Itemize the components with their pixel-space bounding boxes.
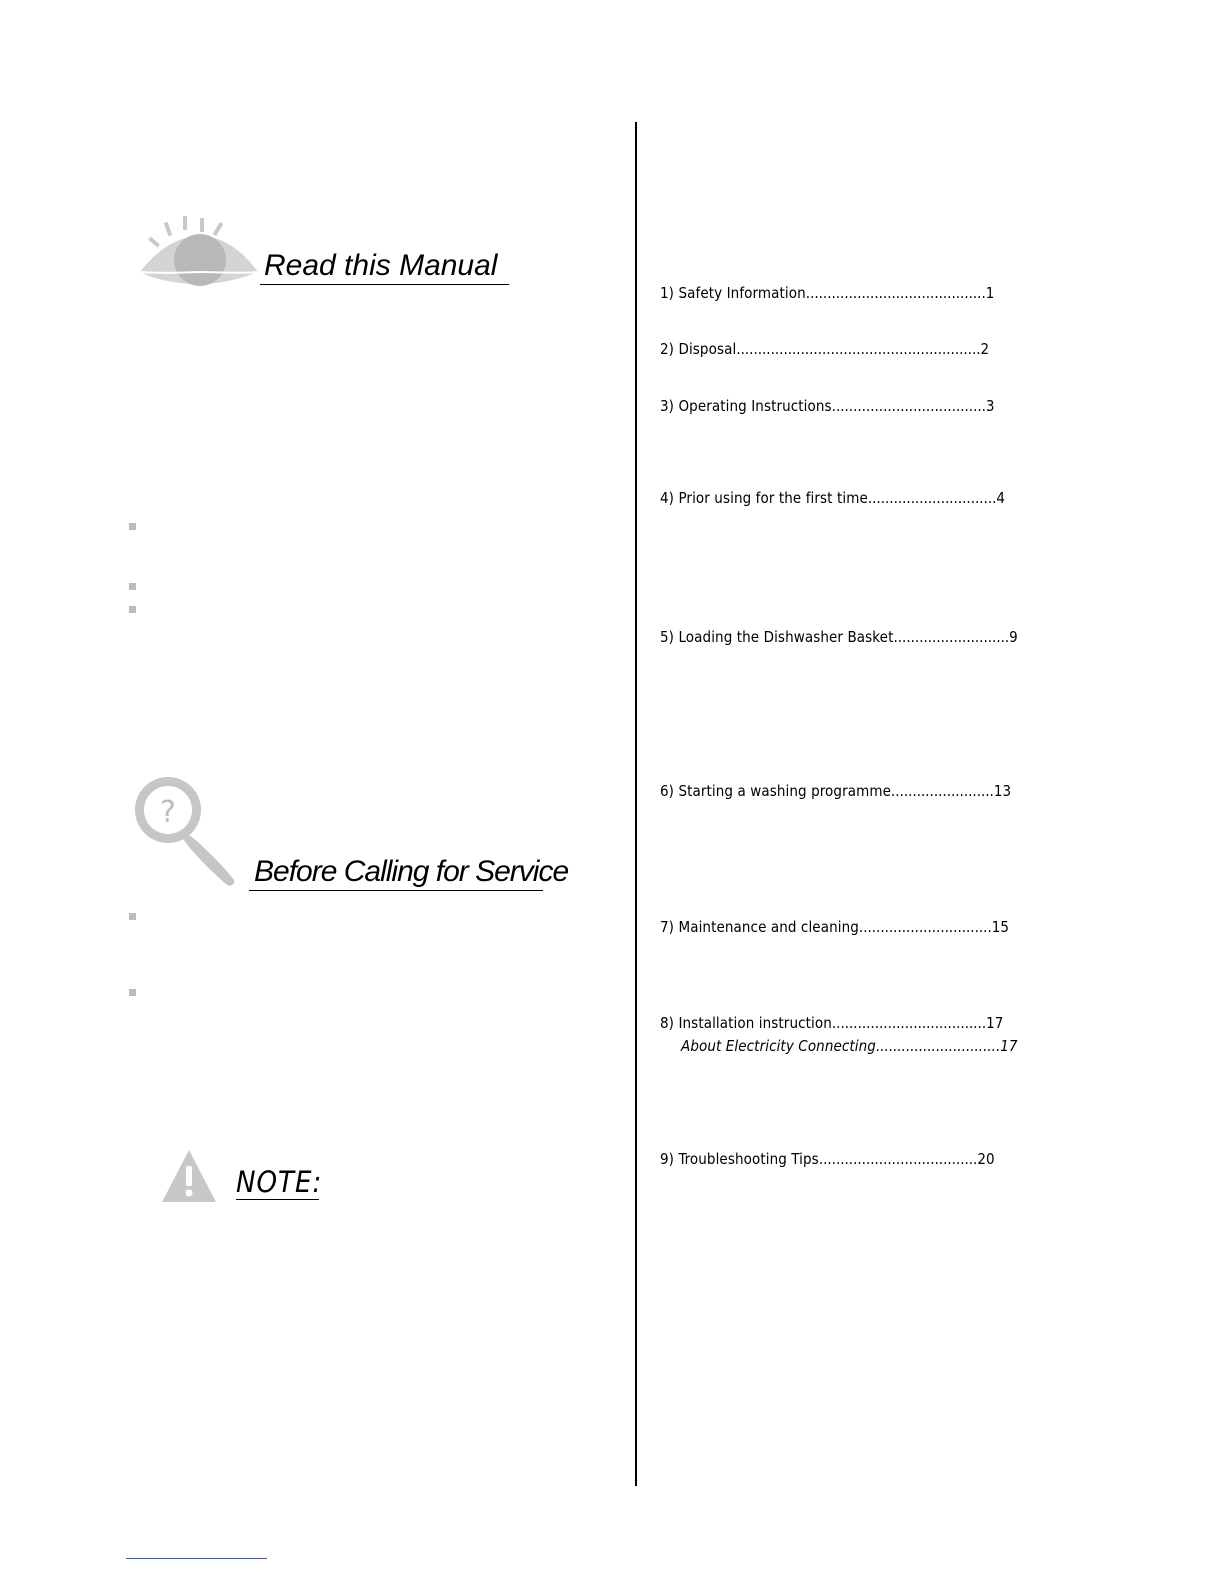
toc-item-safety[interactable]: 1) Safety Information..........................................1	[660, 284, 995, 302]
read-manual-underline	[260, 284, 509, 285]
toc-subitem-electricity[interactable]: About Electricity Connecting.............................17	[681, 1037, 1018, 1055]
footer-rule	[126, 1558, 267, 1559]
note-underline	[236, 1199, 319, 1200]
toc-item-operating[interactable]: 3) Operating Instructions....................................3	[660, 397, 995, 415]
toc-item-prior-use[interactable]: 4) Prior using for the first time..............................4	[660, 489, 1006, 507]
bullet-marker	[129, 989, 136, 996]
magnifier-question-icon	[130, 772, 240, 890]
toc-item-maintenance[interactable]: 7) Maintenance and cleaning...............................15	[660, 918, 1010, 936]
read-manual-title: Read this Manual	[264, 249, 498, 282]
toc-item-starting[interactable]: 6) Starting a washing programme........................13	[660, 782, 1012, 800]
before-service-underline	[249, 890, 543, 891]
bullet-marker	[129, 606, 136, 613]
bullet-marker	[129, 583, 136, 590]
toc-item-installation[interactable]: 8) Installation instruction....................................17	[660, 1014, 1004, 1032]
before-service-title: Before Calling for Service	[254, 855, 569, 888]
svg-text:?: ?	[160, 795, 176, 830]
toc-item-disposal[interactable]: 2) Disposal.........................................................2	[660, 340, 990, 358]
toc-item-loading[interactable]: 5) Loading the Dishwasher Basket...........................9	[660, 628, 1018, 646]
bullet-marker	[129, 913, 136, 920]
bullet-marker	[129, 523, 136, 530]
warning-triangle-icon	[160, 1148, 218, 1204]
note-title: NOTE:	[236, 1165, 323, 1199]
eye-icon	[138, 214, 260, 292]
column-divider	[635, 122, 637, 1486]
toc-item-troubleshooting[interactable]: 9) Troubleshooting Tips.....................................20	[660, 1150, 995, 1168]
